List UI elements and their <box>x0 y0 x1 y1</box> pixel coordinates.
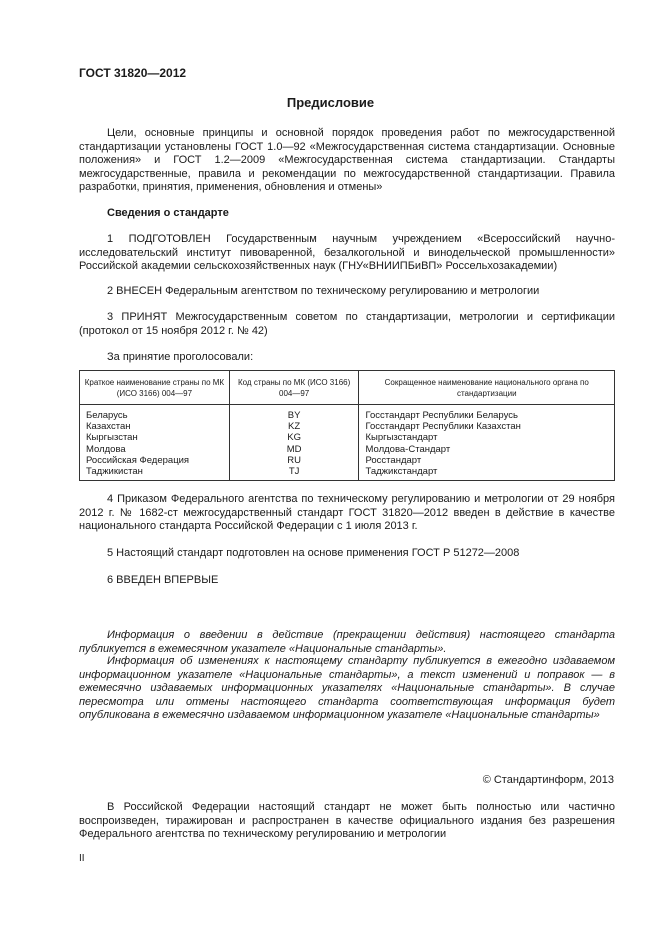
country-cell: Беларусь <box>80 405 230 422</box>
notice-paragraph-2: Информация об изменениях к настоящему стандарту публикуется в ежегодно издаваемом информационном указателе «Национальные стандарты», а текст изменений и поправок — в ежемесячно издаваемых информационных указателях «Национальные стандарты». В случае пересмотра или отмены настоящего стандарта соответствующая информация будет опубликована в ежемесячно издаваемом информационном указателе «Национальные стандарты» <box>79 655 615 722</box>
body-cell: Кыргызстандарт <box>359 432 615 443</box>
column-header: Код страны по МК (ИСО 3166) 004—97 <box>229 371 359 405</box>
table-row <box>80 455 615 466</box>
page-title: Предисловие <box>286 95 375 110</box>
section-heading: Сведения о стандарте <box>107 207 229 219</box>
column-header: Краткое наименование страны по МК (ИСО 3166) 004—97 <box>80 371 230 405</box>
item-3-adopted: 3 ПРИНЯТ Межгосударственным советом по стандартизации, метрологии и сертификации (протокол от 15 ноября 2012 г. № 42) <box>79 311 615 337</box>
country-cell: Кыргызстан <box>80 432 230 443</box>
copyright-line: © Стандартинформ, 2013 <box>482 774 614 786</box>
country-cell: Российская Федерация <box>80 455 230 466</box>
document-id: ГОСТ 31820—2012 <box>79 66 187 80</box>
intro-paragraph: Цели, основные принципы и основной порядок проведения работ по межгосударственной стандартизации установлены ГОСТ 1.0—92 «Межгосударственная система стандартизации. Основные положения» и ГОСТ 1.2—2009 «Межгосударственная система стандартизации. Стандарты межгосударственные, правила и рекомендации по межгосударственной стандартизации. Правила разработки, принятия, применения, обновления и отмены» <box>79 127 615 194</box>
body-cell: Росстандарт <box>359 455 615 466</box>
body-cell: Молдова-Стандарт <box>359 444 615 455</box>
column-header: Сокращенное наименование национального органа по стандартизации <box>359 371 615 405</box>
vote-label: За принятие проголосовали: <box>107 351 254 363</box>
item-5-basis: 5 Настоящий стандарт подготовлен на основе применения ГОСТ Р 51272—2008 <box>107 547 520 559</box>
country-cell: Казахстан <box>80 421 230 432</box>
table-row <box>80 405 615 422</box>
table-row <box>80 432 615 443</box>
voting-table <box>79 370 615 481</box>
body-cell: Госстандарт Республики Беларусь <box>359 405 615 422</box>
code-cell: RU <box>229 455 359 466</box>
rights-paragraph: В Российской Федерации настоящий стандарт не может быть полностью или частично воспроизведен, тиражирован и распространен в качестве официального издания без разрешения Федерального агентства по техническому регулированию и метрологии <box>79 801 615 841</box>
table-row <box>80 466 615 481</box>
code-cell: TJ <box>229 466 359 481</box>
item-4-order: 4 Приказом Федерального агентства по техническому регулированию и метрологии от 29 ноября 2012 г. № 1682-ст межгосударственный стандарт ГОСТ 31820—2012 введен в действие в качестве национального стандарта Российской Федерации с 1 июля 2013 г. <box>79 493 615 533</box>
code-cell: BY <box>229 405 359 422</box>
body-cell: Таджикстандарт <box>359 466 615 481</box>
body-cell: Госстандарт Республики Казахстан <box>359 421 615 432</box>
country-cell: Таджикистан <box>80 466 230 481</box>
item-1-prepared: 1 ПОДГОТОВЛЕН Государственным научным учреждением «Всероссийский научно-исследовательский институт пивоваренной, безалкогольной и винодельческой промышленности» Российской академии сельскохозяйственных наук (ГНУ«ВНИИПБиВП» Россельхозакадемии) <box>79 233 615 273</box>
code-cell: KG <box>229 432 359 443</box>
item-2-submitted: 2 ВНЕСЕН Федеральным агентством по техническому регулированию и метрологии <box>107 285 540 297</box>
notice-paragraph-1: Информация о введении в действие (прекращении действия) настоящего стандарта публикуется в ежемесячном указателе «Национальные стандарты». <box>79 629 615 655</box>
table-row <box>80 421 615 432</box>
code-cell: KZ <box>229 421 359 432</box>
table-row <box>80 444 615 455</box>
table-header-row <box>80 371 615 405</box>
page-number: II <box>79 853 85 864</box>
code-cell: MD <box>229 444 359 455</box>
item-6-first-introduced: 6 ВВЕДЕН ВПЕРВЫЕ <box>107 574 219 586</box>
country-cell: Молдова <box>80 444 230 455</box>
